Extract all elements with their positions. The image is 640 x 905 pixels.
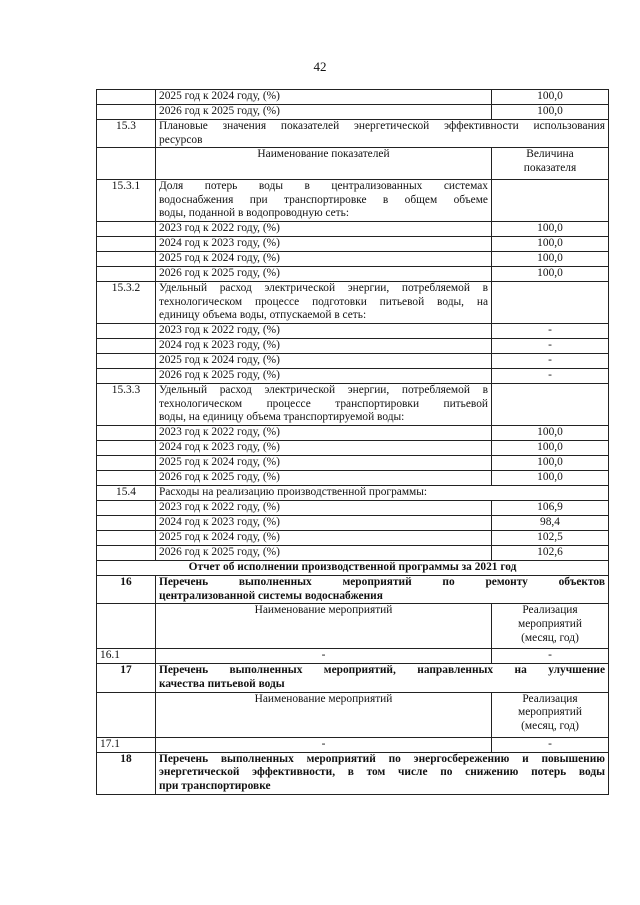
row-label: 2026 год к 2025 году, (%): [156, 369, 492, 384]
section-title: Перечень выполненных мероприятий по ремонту объектов централизованной системы водоснабжения: [156, 576, 609, 604]
section-number: 16: [97, 576, 156, 604]
row-value: 100,0: [492, 426, 609, 441]
section-number: 15.3.3: [97, 384, 156, 426]
section-number: 18: [97, 752, 156, 794]
row-value: 100,0: [492, 252, 609, 267]
column-header-name: Наименование мероприятий: [156, 604, 492, 649]
row-value: 100,0: [492, 90, 609, 105]
row-value: -: [492, 354, 609, 369]
table-row: [97, 501, 609, 516]
row-label: 2025 год к 2024 году, (%): [156, 354, 492, 369]
row-number: [97, 105, 156, 120]
table-row: [97, 222, 609, 237]
row-label: 2026 год к 2025 году, (%): [156, 546, 492, 561]
row-label: 2023 год к 2022 году, (%): [156, 501, 492, 516]
column-header-value: Реализация мероприятий (месяц, год): [492, 604, 609, 649]
row-value: -: [492, 369, 609, 384]
row-value: 102,6: [492, 546, 609, 561]
row-label: 2025 год к 2024 году, (%): [156, 531, 492, 546]
section-row-15-3-3: [97, 384, 609, 426]
column-header-name: Наименование мероприятий: [156, 692, 492, 737]
row-value: -: [492, 339, 609, 354]
row-value: -: [492, 324, 609, 339]
row-value: 100,0: [492, 456, 609, 471]
row-label: 2025 год к 2024 году, (%): [156, 90, 492, 105]
section-number: 15.3.2: [97, 282, 156, 324]
section-row-16: [97, 576, 609, 604]
column-header-row: [97, 148, 609, 180]
column-header-row: [97, 692, 609, 737]
row-value: 100,0: [492, 105, 609, 120]
section-title: Расходы на реализацию производственной программы:: [156, 486, 609, 501]
row-value: 100,0: [492, 237, 609, 252]
section-title: Плановые значения показателей энергетической эффективности использования ресурсов: [156, 120, 609, 148]
table-row: [97, 441, 609, 456]
table-row: [97, 237, 609, 252]
row-value: 100,0: [492, 267, 609, 282]
row-value: 100,0: [492, 222, 609, 237]
section-number: 15.4: [97, 486, 156, 501]
row-label: 2024 год к 2023 году, (%): [156, 441, 492, 456]
table-row: [97, 339, 609, 354]
row-number: [97, 90, 156, 105]
row-value: -: [492, 737, 609, 752]
column-header-value: Реализация мероприятий (месяц, год): [492, 692, 609, 737]
section-row-18: [97, 752, 609, 794]
section-title: Удельный расход электрической энергии, потребляемой в технологическом процессе транспортировки питьевой воды, на единицу объема транспортируемой воды:: [156, 384, 492, 426]
table-row: [97, 649, 609, 664]
section-row-15-3: [97, 120, 609, 148]
table-row: [97, 471, 609, 486]
page-number: 42: [313, 59, 327, 74]
section-row-15-3-1: [97, 180, 609, 222]
row-value: 106,9: [492, 501, 609, 516]
report-title-row: [97, 561, 609, 576]
row-label: 2024 год к 2023 году, (%): [156, 339, 492, 354]
column-header-name: Наименование показателей: [156, 148, 492, 180]
table-row: [97, 737, 609, 752]
row-value: 102,5: [492, 531, 609, 546]
row-label: 2023 год к 2022 году, (%): [156, 222, 492, 237]
row-label: -: [156, 737, 492, 752]
table-row: [97, 354, 609, 369]
row-value: -: [492, 649, 609, 664]
row-label: 2023 год к 2022 году, (%): [156, 324, 492, 339]
program-table: [96, 89, 609, 795]
table-row: [97, 324, 609, 339]
table-row: [97, 105, 609, 120]
table-row: [97, 267, 609, 282]
section-row-15-4: [97, 486, 609, 501]
table-row: [97, 531, 609, 546]
table-row: [97, 90, 609, 105]
column-header-row: [97, 604, 609, 649]
row-number: 16.1: [97, 649, 156, 664]
row-label: -: [156, 649, 492, 664]
section-row-17: [97, 664, 609, 692]
row-number: 17.1: [97, 737, 156, 752]
row-value: 98,4: [492, 516, 609, 531]
section-number: 15.3: [97, 120, 156, 148]
row-value: 100,0: [492, 441, 609, 456]
section-title: Доля потерь воды в централизованных системах водоснабжения при транспортировке в общем объеме воды, поданной в водопроводную сеть:: [156, 180, 492, 222]
table-row: [97, 456, 609, 471]
row-value: 100,0: [492, 471, 609, 486]
section-number: 15.3.1: [97, 180, 156, 222]
section-title: Перечень выполненных мероприятий по энергосбережению и повышению энергетической эффективности, в том числе по снижению потерь воды при транспортировке: [156, 752, 609, 794]
table-row: [97, 516, 609, 531]
row-label: 2026 год к 2025 году, (%): [156, 105, 492, 120]
section-title: Удельный расход электрической энергии, потребляемой в технологическом процессе подготовки питьевой воды, на единицу объема воды, отпускаемой в сеть:: [156, 282, 492, 324]
table-row: [97, 252, 609, 267]
row-label: 2023 год к 2022 году, (%): [156, 426, 492, 441]
row-label: 2024 год к 2023 году, (%): [156, 237, 492, 252]
row-label: 2026 год к 2025 году, (%): [156, 471, 492, 486]
row-label: 2024 год к 2023 году, (%): [156, 516, 492, 531]
section-row-15-3-2: [97, 282, 609, 324]
row-label: 2025 год к 2024 году, (%): [156, 252, 492, 267]
row-label: 2025 год к 2024 году, (%): [156, 456, 492, 471]
row-label: 2026 год к 2025 году, (%): [156, 267, 492, 282]
table-row: [97, 369, 609, 384]
table-row: [97, 546, 609, 561]
column-header-value: Величина показателя: [492, 148, 609, 180]
table-row: [97, 426, 609, 441]
report-title: Отчет об исполнении производственной программы за 2021 год: [97, 561, 609, 576]
section-title: Перечень выполненных мероприятий, направленных на улучшение качества питьевой воды: [156, 664, 609, 692]
section-number: 17: [97, 664, 156, 692]
